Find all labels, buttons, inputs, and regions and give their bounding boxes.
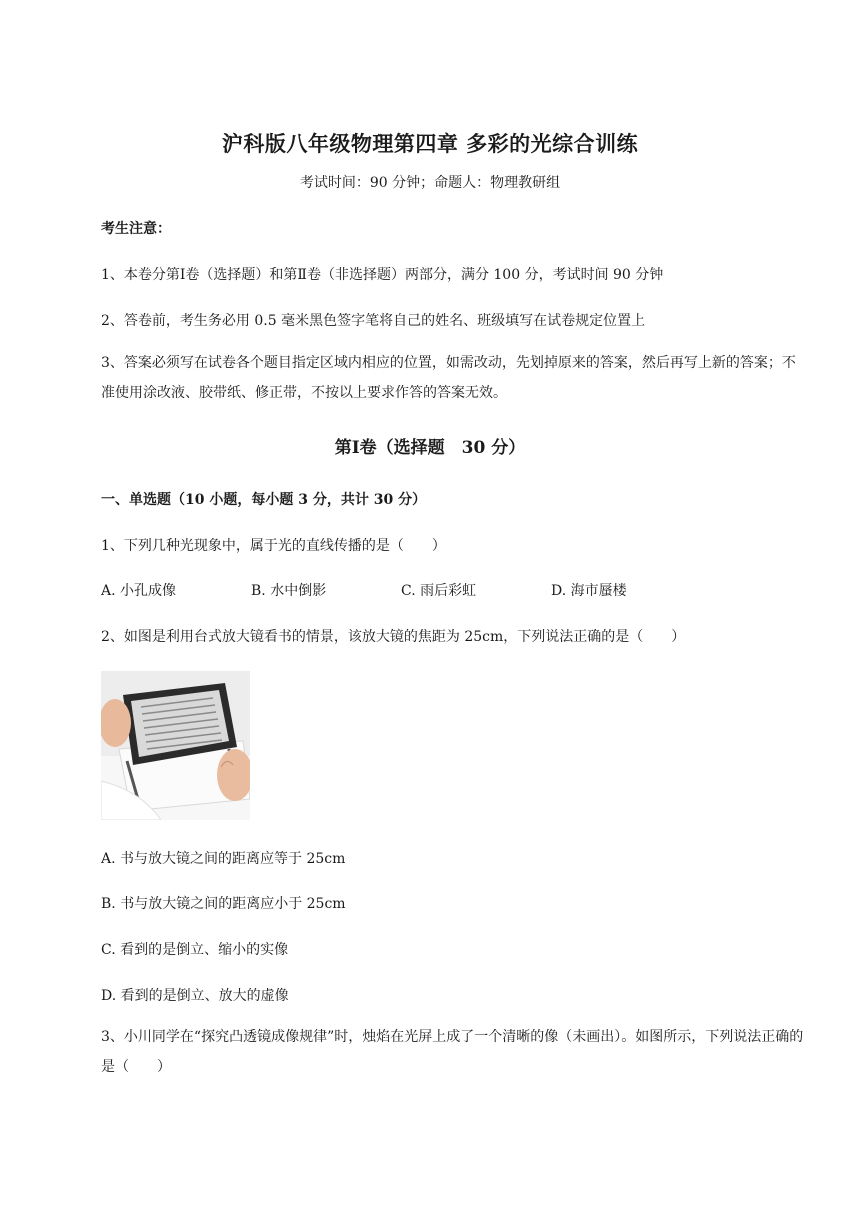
exam-title: 沪科版八年级物理第四章 多彩的光综合训练 <box>221 131 639 156</box>
question-2-option-a: A. 书与放大镜之间的距离应等于 25cm <box>101 851 346 867</box>
question-2-stem: 2、如图是利用台式放大镜看书的情景，该放大镜的焦距为 25cm，下列说法正确的是（ ） <box>101 629 686 645</box>
section-title: 第Ⅰ卷（选择题 30 分） <box>334 438 526 458</box>
notice-heading: 考生注意： <box>101 221 171 237</box>
notice-item-3: 3、答案必须写在试卷各个题目指定区域内相应的位置，如需改动，先划掉原来的答案，然后再写上新的答案；不准使用涂改液、胶带纸、修正带，不按以上要求作答的答案无效。 <box>101 355 796 401</box>
notice-item-1: 1、本卷分第Ⅰ卷（选择题）和第Ⅱ卷（非选择题）两部分，满分 100 分，考试时间 90 分钟 <box>101 267 664 283</box>
question-2-option-b: B. 书与放大镜之间的距离应小于 25cm <box>101 896 346 912</box>
question-1-stem: 1、下列几种光现象中，属于光的直线传播的是（ ） <box>101 538 446 554</box>
question-group-heading: 一、单选题（10 小题，每小题 3 分，共计 30 分） <box>101 492 427 508</box>
question-1-option-c: C. 雨后彩虹 <box>401 583 477 599</box>
question-3-stem: 3、小川同学在“探究凸透镜成像规律”时，烛焰在光屏上成了一个清晰的像（未画出）。如图所示，下列说法正确的是（ ） <box>101 1029 804 1075</box>
question-2-option-c: C. 看到的是倒立、缩小的实像 <box>101 942 289 958</box>
question-1-option-a: A. 小孔成像 <box>101 583 177 599</box>
magnifier-reading-photo <box>101 671 250 820</box>
question-1-options <box>101 580 761 600</box>
question-2-option-d: D. 看到的是倒立、放大的虚像 <box>101 988 289 1004</box>
exam-subtitle: 考试时间：90 分钟；命题人：物理教研组 <box>299 175 561 191</box>
notice-item-2: 2、答卷前，考生务必用 0.5 毫米黑色签字笔将自己的姓名、班级填写在试卷规定位置上 <box>101 313 646 329</box>
question-1-option-b: B. 水中倒影 <box>251 583 327 599</box>
question-1-option-d: D. 海市蜃楼 <box>551 583 627 599</box>
